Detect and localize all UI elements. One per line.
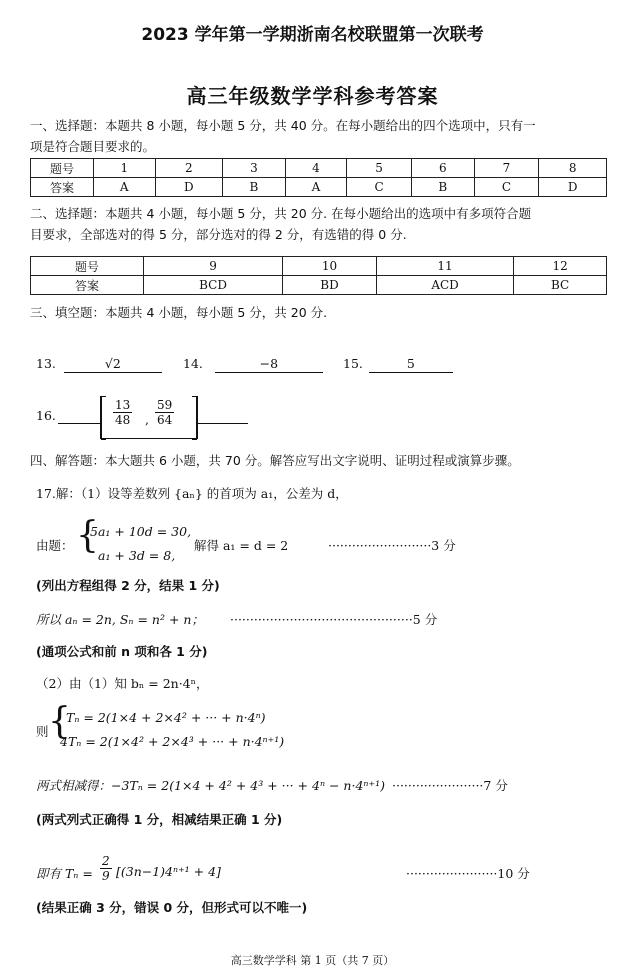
mc-answer-cell: A [285, 178, 347, 197]
q17-sub: 两式相减得：−3Tₙ = 2(1×4 + 4² + 4³ + ··· + 4ⁿ − n·4ⁿ⁺¹) [36, 778, 385, 793]
multi-answer-cell: BCD [144, 276, 283, 295]
multi-number-cell: 10 [283, 257, 377, 276]
q17-system [36, 515, 596, 568]
q16-b-num: 59 [157, 398, 173, 412]
section2-answer-table [30, 256, 607, 295]
q17-solve: 解得 a₁ = d = 2 [194, 538, 289, 553]
mc-answer-cell: D [539, 178, 607, 197]
section1-intro-line1: 一、选择题：本题共 8 小题，每小题 5 分，共 40 分。在每小题给出的四个选项中，只有一 [30, 118, 536, 133]
q17-note2: (通项公式和前 n 项和各 1 分) [36, 644, 208, 659]
mc-number-cell: 8 [539, 159, 607, 178]
q14 [183, 356, 323, 373]
table-row-numbers [31, 257, 607, 276]
section1-answer-table [30, 158, 607, 197]
row-label-answer: 答案 [31, 276, 144, 295]
mc-answer-cell: A [94, 178, 156, 197]
q17-line1: 17.解：（1）设等差数列 {aₙ} 的首项为 a₁，公差为 d， [36, 486, 348, 501]
answer-key-title: 高三年级数学学科参考答案 [186, 84, 439, 108]
q17-final-rest: [(3n−1)4ⁿ⁺¹ + 4] [116, 864, 221, 879]
multi-number-cell: 9 [144, 257, 283, 276]
q16-fraction-a [113, 398, 132, 427]
section3-intro: 三、填空题：本题共 4 小题，每小题 5 分，共 20 分. [30, 305, 328, 320]
q16-left-bracket [101, 396, 106, 440]
q17-score-5: ··············································5 分 [230, 612, 438, 627]
mc-number-cell: 1 [94, 159, 156, 178]
q17-result-line [36, 610, 596, 628]
mc-number-cell: 7 [474, 159, 539, 178]
mc-answer-cell: D [155, 178, 223, 197]
q17-part2: （2）由（1）知 bₙ = 2n·4ⁿ， [36, 676, 209, 691]
q17-brace: { [76, 515, 99, 556]
q17-score-7: ·······················7 分 [392, 778, 508, 793]
row-label-answer: 答案 [31, 178, 94, 197]
q16-blank-right [198, 423, 248, 424]
row-label-number: 题号 [31, 257, 144, 276]
q13-label: 13. [36, 356, 56, 371]
mc-answer-cell: C [474, 178, 539, 197]
q17-score-10: ·······················10 分 [406, 866, 530, 881]
q17-T2: 4Tₙ = 2(1×4² + 2×4³ + ··· + n·4ⁿ⁺¹) [60, 734, 285, 749]
q17-final-num: 2 [102, 854, 110, 868]
section4-intro: 四、解答题：本大题共 6 小题，共 70 分。解答应写出文字说明、证明过程或演算步骤。 [30, 453, 520, 468]
q15 [343, 356, 453, 373]
mc-number-cell: 4 [285, 159, 347, 178]
q17-result: 所以 aₙ = 2n, Sₙ = n² + n； [36, 612, 204, 627]
q17-sub-line [36, 776, 596, 794]
q14-answer: −8 [215, 356, 323, 373]
table-row-answers [31, 276, 607, 295]
q16-right-bracket [192, 396, 197, 440]
table-row-answers [31, 178, 607, 197]
q17-note4: (结果正确 3 分，错误 0 分，但形式可以不唯一) [36, 900, 308, 915]
section2-intro [30, 203, 610, 245]
q16-b-den: 64 [157, 413, 173, 427]
mc-number-cell: 5 [347, 159, 412, 178]
page-footer: 高三数学学科 第 1 页（共 7 页） [230, 954, 395, 967]
q15-label: 15. [343, 356, 363, 371]
q17-T1: Tₙ = 2(1×4 + 2×4² + ··· + n·4ⁿ) [66, 710, 266, 725]
q17-final-fraction [100, 854, 112, 883]
q17-eq1: 5a₁ + 10d = 30, [90, 524, 192, 539]
section1-intro-line2: 项是符合题目要求的。 [30, 139, 156, 154]
multi-number-cell: 11 [376, 257, 513, 276]
q16-fraction-b [155, 398, 174, 427]
table-row-numbers [31, 159, 607, 178]
row-label-number: 题号 [31, 159, 94, 178]
multi-answer-cell: BC [514, 276, 607, 295]
q17-then: 则 [36, 724, 49, 739]
q17-score-3: ··························3 分 [328, 538, 456, 553]
q15-answer: 5 [369, 356, 453, 373]
q17-note1: (列出方程组得 2 分，结果 1 分) [36, 578, 220, 593]
mc-answer-cell: B [223, 178, 286, 197]
q16-label: 16. [36, 408, 56, 423]
q17-given-label: 由题： [36, 538, 74, 553]
q17-note3: (两式列式正确得 1 分，相减结果正确 1 分) [36, 812, 283, 827]
multi-answer-cell: ACD [376, 276, 513, 295]
q14-label: 14. [183, 356, 203, 371]
multi-answer-cell: BD [283, 276, 377, 295]
q17-T-system [36, 701, 596, 754]
q16-a-num: 13 [115, 398, 131, 412]
q16-a-den: 48 [115, 413, 131, 427]
q16-comma: , [145, 412, 149, 427]
q16-answer-box [100, 396, 198, 439]
q17-eq2: a₁ + 3d = 8, [98, 548, 176, 563]
multi-number-cell: 12 [514, 257, 607, 276]
exam-title: 2023 学年第一学期浙南名校联盟第一次联考 [141, 25, 484, 45]
section1-intro [30, 115, 610, 157]
q17-final-den: 9 [102, 869, 110, 883]
mc-answer-cell: B [412, 178, 475, 197]
mc-answer-cell: C [347, 178, 412, 197]
mc-number-cell: 2 [155, 159, 223, 178]
q13-answer: √2 [64, 356, 162, 373]
q17-final-line [36, 852, 596, 892]
q17-T-brace: { [48, 701, 71, 742]
mc-number-cell: 6 [412, 159, 475, 178]
q16-blank-left [58, 423, 100, 424]
mc-number-cell: 3 [223, 159, 286, 178]
section2-intro-line2: 目要求，全部选对的得 5 分，部分选对的得 2 分，有选错的得 0 分. [30, 227, 407, 242]
q13 [36, 356, 162, 373]
q17-final-prefix: 即有 Tₙ = [36, 866, 93, 881]
section2-intro-line1: 二、选择题：本题共 4 小题，每小题 5 分，共 20 分. 在每小题给出的选项中有多项符合题 [30, 206, 532, 221]
